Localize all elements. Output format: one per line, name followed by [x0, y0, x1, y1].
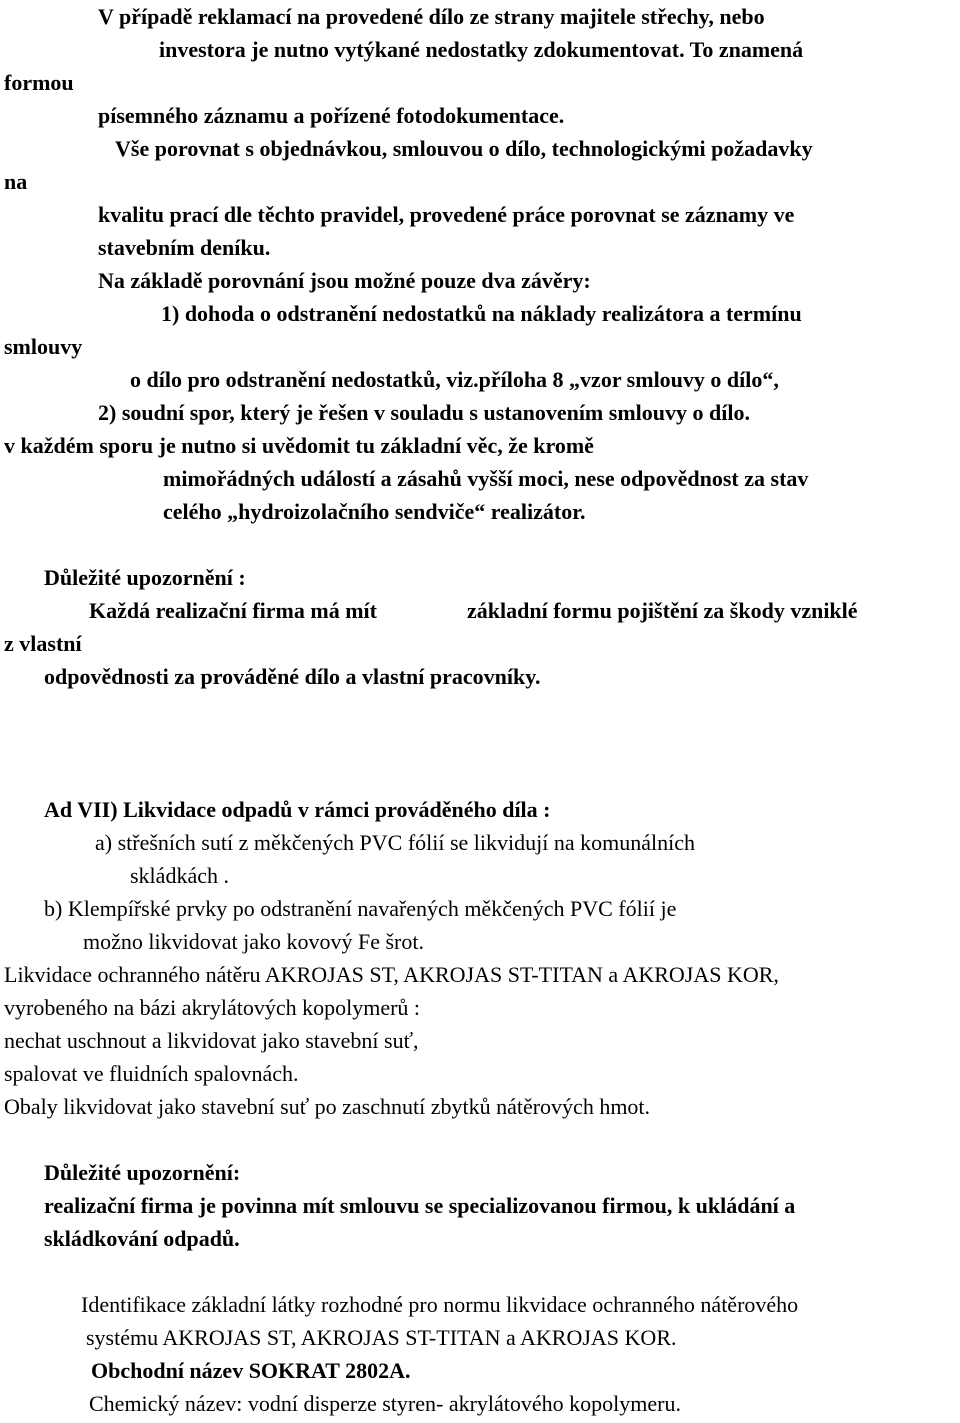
text-line: o dílo pro odstranění nedostatků, viz.příloha 8 „vzor smlouvy o dílo“,	[130, 367, 779, 392]
text-line: Obaly likvidovat jako stavební suť po zaschnutí zbytků nátěrových hmot.	[4, 1094, 651, 1119]
notice-heading: Důležité upozornění :	[44, 565, 246, 590]
text-line: Likvidace ochranného nátěru AKROJAS ST, AKROJAS ST-TITAN a AKROJAS KOR,	[4, 962, 779, 987]
text-line: možno likvidovat jako kovový Fe šrot.	[83, 929, 424, 954]
text-line: skládkování odpadů.	[44, 1226, 240, 1251]
list-item: b) Klempířské prvky po odstranění navařených měkčených PVC fólií je	[44, 896, 677, 921]
text-line: spalovat ve fluidních spalovnách.	[4, 1061, 299, 1086]
section-heading: Ad VII) Likvidace odpadů v rámci prováděného díla :	[44, 797, 551, 822]
text-line: formou	[4, 70, 74, 95]
text-line: mimořádných událostí a zásahů vyšší moci, nese odpovědnost za stav	[163, 466, 809, 491]
text-line: Každá realizační firma má mít	[89, 598, 377, 623]
text-line: realizační firma je povinna mít smlouvu se specializovanou firmou, k ukládání a	[44, 1193, 796, 1218]
text-line: nechat uschnout a likvidovat jako stavební suť,	[4, 1028, 419, 1053]
list-item: a) střešních sutí z měkčených PVC fólií se likvidují na komunálních	[95, 830, 695, 855]
text-line: celého „hydroizolačního sendviče“ realizátor.	[163, 499, 586, 524]
text-line: základní formu pojištění za škody vzniklé	[467, 598, 858, 623]
text-line: stavebním deníku.	[98, 235, 271, 260]
text-line: na	[4, 169, 28, 194]
text-line: Na základě porovnání jsou možné pouze dva závěry:	[98, 268, 591, 293]
text-line: Chemický název: vodní disperze styren- akrylátového kopolymeru.	[89, 1391, 681, 1416]
text-line: skládkách .	[130, 863, 229, 888]
text-line: V případě reklamací na provedené dílo ze strany majitele střechy, nebo	[98, 4, 765, 29]
text-line: písemného záznamu a pořízené fotodokumentace.	[98, 103, 565, 128]
text-line: odpovědnosti za prováděné dílo a vlastní pracovníky.	[44, 664, 541, 689]
text-line: v každém sporu je nutno si uvědomit tu základní věc, že kromě	[4, 433, 594, 458]
text-line: Obchodní název SOKRAT 2802A.	[91, 1358, 411, 1383]
text-line: 2) soudní spor, který je řešen v souladu s ustanovením smlouvy o dílo.	[98, 400, 750, 425]
notice-heading: Důležité upozornění:	[44, 1160, 241, 1185]
text-line: vyrobeného na bázi akrylátových kopolymerů :	[4, 995, 421, 1020]
text-line: z vlastní	[4, 631, 82, 656]
text-line: investora je nutno vytýkané nedostatky zdokumentovat. To znamená	[159, 37, 804, 62]
text-line: kvalitu prací dle těchto pravidel, provedené práce porovnat se záznamy ve	[98, 202, 795, 227]
text-line: Vše porovnat s objednávkou, smlouvou o dílo, technologickými požadavky	[115, 136, 813, 161]
text-line: smlouvy	[4, 334, 83, 359]
text-line: Identifikace základní látky rozhodné pro normu likvidace ochranného nátěrového	[81, 1292, 799, 1317]
text-line: 1) dohoda o odstranění nedostatků na náklady realizátora a termínu	[161, 301, 802, 326]
text-line: systému AKROJAS ST, AKROJAS ST-TITAN a AKROJAS KOR.	[86, 1325, 677, 1350]
